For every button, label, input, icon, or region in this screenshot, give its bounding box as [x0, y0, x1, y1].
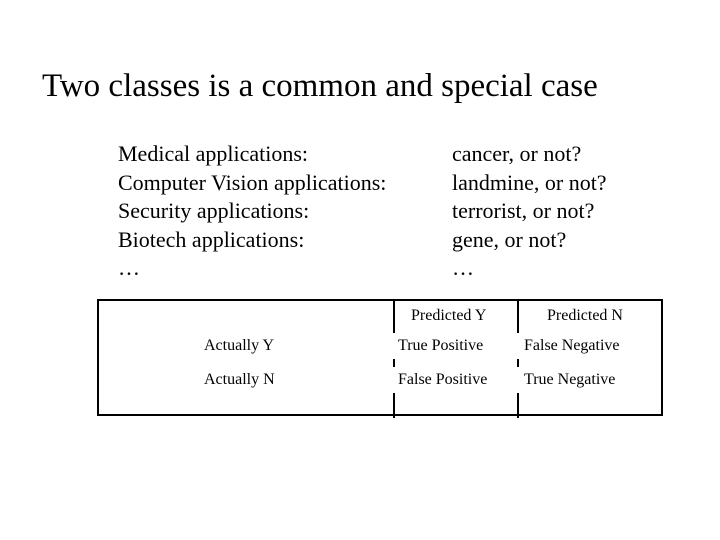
- cell-false-negative: False Negative: [524, 337, 620, 354]
- column-header-predicted-y: Predicted Y: [411, 307, 487, 324]
- domain-item: Security applications:: [118, 198, 310, 223]
- cell-true-positive: True Positive: [398, 337, 484, 354]
- question-item: landmine, or not?: [452, 169, 607, 195]
- cell-false-positive: False Positive: [398, 371, 488, 388]
- domain-item: …: [118, 255, 140, 280]
- row-label-actually-y: Actually Y: [204, 337, 275, 354]
- matrix-divider: [393, 301, 395, 418]
- column-header-predicted-n: Predicted N: [547, 307, 623, 324]
- application-question-list: [452, 140, 607, 283]
- slide-title: Two classes is a common and special case: [42, 68, 598, 104]
- domain-item: Medical applications:: [118, 141, 308, 166]
- matrix-divider: [517, 301, 519, 418]
- cell-true-negative: True Negative: [524, 371, 616, 388]
- domain-item: Computer Vision applications:: [118, 169, 387, 195]
- question-item: …: [452, 255, 474, 280]
- question-item: gene, or not?: [452, 226, 567, 252]
- application-domain-list: [118, 140, 386, 283]
- domain-item: Biotech applications:: [118, 226, 305, 252]
- confusion-matrix-box: [97, 299, 663, 416]
- question-item: terrorist, or not?: [452, 198, 595, 223]
- question-item: cancer, or not?: [452, 141, 582, 166]
- row-label-actually-n: Actually N: [204, 371, 275, 388]
